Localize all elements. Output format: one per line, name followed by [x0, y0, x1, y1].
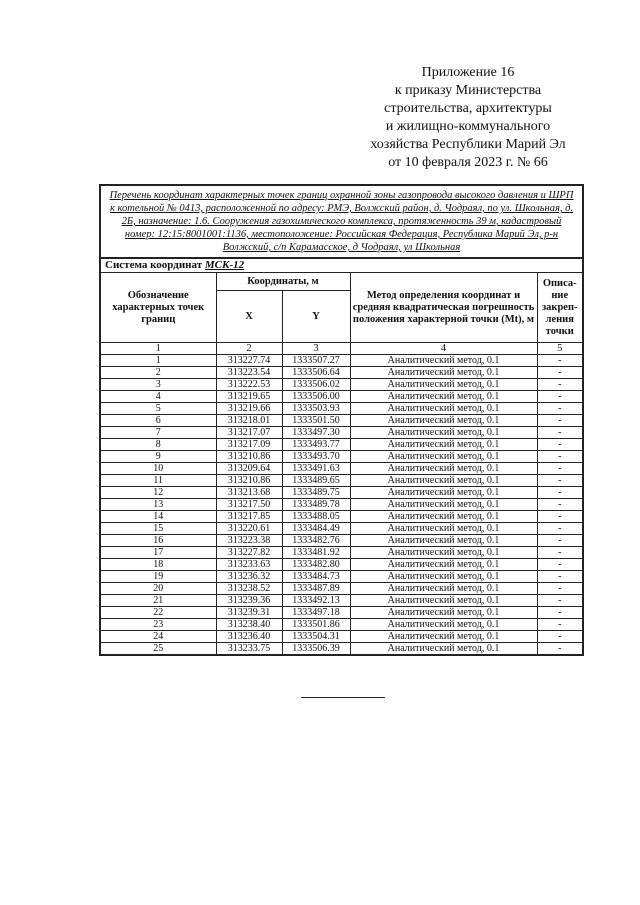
y-coordinate-cell: 1333491.63	[282, 463, 350, 475]
y-coordinate-cell: 1333504.31	[282, 631, 350, 643]
y-coordinate-cell: 1333497.30	[282, 427, 350, 439]
y-coordinate-cell: 1333482.80	[282, 559, 350, 571]
table-row	[100, 403, 583, 415]
x-coordinate-cell: 313223.38	[216, 535, 282, 547]
point-number-cell: 14	[100, 511, 216, 523]
x-coordinate-cell: 313239.31	[216, 607, 282, 619]
coordinate-system-cell	[100, 258, 583, 273]
method-cell: Аналитический метод, 0.1	[350, 499, 537, 511]
point-number-cell: 2	[100, 367, 216, 379]
method-cell: Аналитический метод, 0.1	[350, 547, 537, 559]
x-coordinate-cell: 313236.32	[216, 571, 282, 583]
table-row	[100, 559, 583, 571]
table-row	[100, 523, 583, 535]
description-cell: -	[537, 559, 583, 571]
method-cell: Аналитический метод, 0.1	[350, 439, 537, 451]
x-coordinate-cell: 313217.50	[216, 499, 282, 511]
column-number: 2	[216, 343, 282, 355]
y-coordinate-cell: 1333492.13	[282, 595, 350, 607]
x-coordinate-cell: 313227.82	[216, 547, 282, 559]
x-coordinate-cell: 313233.63	[216, 559, 282, 571]
table-row	[100, 571, 583, 583]
appendix-line: хозяйства Республики Марий Эл	[370, 137, 566, 152]
point-number-cell: 16	[100, 535, 216, 547]
x-coordinate-cell: 313233.75	[216, 643, 282, 656]
point-number-cell: 21	[100, 595, 216, 607]
point-number-cell: 6	[100, 415, 216, 427]
coordinate-system-label: Система координат	[105, 259, 203, 271]
method-cell: Аналитический метод, 0.1	[350, 643, 537, 656]
point-number-cell: 25	[100, 643, 216, 656]
description-cell: -	[537, 415, 583, 427]
description-cell: -	[537, 391, 583, 403]
y-coordinate-cell: 1333489.78	[282, 499, 350, 511]
point-number-cell: 18	[100, 559, 216, 571]
method-cell: Аналитический метод, 0.1	[350, 355, 537, 367]
x-coordinate-cell: 313213.68	[216, 487, 282, 499]
y-coordinate-cell: 1333489.75	[282, 487, 350, 499]
method-cell: Аналитический метод, 0.1	[350, 391, 537, 403]
table-row	[100, 499, 583, 511]
table-row	[100, 415, 583, 427]
y-coordinate-cell: 1333487.89	[282, 583, 350, 595]
method-cell: Аналитический метод, 0.1	[350, 595, 537, 607]
description-cell: -	[537, 595, 583, 607]
description-cell: -	[537, 463, 583, 475]
description-cell: -	[537, 355, 583, 367]
description-cell: -	[537, 511, 583, 523]
y-coordinate-cell: 1333493.70	[282, 451, 350, 463]
point-number-cell: 15	[100, 523, 216, 535]
coordinates-table-frame	[99, 184, 582, 656]
description-cell: -	[537, 523, 583, 535]
method-cell: Аналитический метод, 0.1	[350, 463, 537, 475]
point-number-cell: 8	[100, 439, 216, 451]
y-coordinate-cell: 1333503.93	[282, 403, 350, 415]
description-cell: -	[537, 499, 583, 511]
y-coordinate-cell: 1333489.65	[282, 475, 350, 487]
point-number-cell: 10	[100, 463, 216, 475]
y-coordinate-cell: 1333506.00	[282, 391, 350, 403]
x-coordinate-cell: 313227.74	[216, 355, 282, 367]
point-number-cell: 5	[100, 403, 216, 415]
table-caption-row	[100, 185, 583, 258]
column-number: 4	[350, 343, 537, 355]
y-coordinate-cell: 1333493.77	[282, 439, 350, 451]
table-row	[100, 391, 583, 403]
description-cell: -	[537, 379, 583, 391]
y-coordinate-cell: 1333482.76	[282, 535, 350, 547]
description-cell: -	[537, 607, 583, 619]
table-row	[100, 367, 583, 379]
x-coordinate-cell: 313219.66	[216, 403, 282, 415]
y-coordinate-cell: 1333506.64	[282, 367, 350, 379]
method-cell: Аналитический метод, 0.1	[350, 619, 537, 631]
table-row	[100, 355, 583, 367]
point-number-cell: 11	[100, 475, 216, 487]
bottom-divider	[301, 697, 385, 698]
coordinates-table	[99, 184, 584, 656]
y-coordinate-cell: 1333488.05	[282, 511, 350, 523]
description-cell: -	[537, 535, 583, 547]
table-row	[100, 619, 583, 631]
table-row	[100, 427, 583, 439]
column-number: 1	[100, 343, 216, 355]
x-coordinate-cell: 313238.40	[216, 619, 282, 631]
method-cell: Аналитический метод, 0.1	[350, 583, 537, 595]
x-coordinate-cell: 313217.09	[216, 439, 282, 451]
header-row-1	[100, 273, 583, 291]
x-coordinate-cell: 313210.86	[216, 451, 282, 463]
description-cell: -	[537, 439, 583, 451]
method-cell: Аналитический метод, 0.1	[350, 403, 537, 415]
y-coordinate-cell: 1333484.73	[282, 571, 350, 583]
table-body	[100, 355, 583, 656]
table-row	[100, 643, 583, 656]
point-number-cell: 24	[100, 631, 216, 643]
table-caption: Перечень координат характерных точек границ охранной зоны газопровода высокого давления и ШРП к котельной № 0413, расположенной по адресу: РМЭ, Волжский район, д. Чодраял, по ул. Школьная, д. 2Б, назначение: 1.6. Сооружения газохимического комплекса, протяженность 39 м, кадастровый номер: 12:15:8001001:1136, местоположение: Российская Федерация, Республика Марий Эл, р-н Волжский, с/п Карамасское, д Чодраял, ул Школьная	[100, 185, 583, 258]
method-cell: Аналитический метод, 0.1	[350, 379, 537, 391]
point-number-cell: 7	[100, 427, 216, 439]
point-number-cell: 17	[100, 547, 216, 559]
point-number-cell: 13	[100, 499, 216, 511]
description-cell: -	[537, 571, 583, 583]
x-coordinate-cell: 313210.86	[216, 475, 282, 487]
table-row	[100, 631, 583, 643]
table-row	[100, 475, 583, 487]
x-coordinate-cell: 313219.65	[216, 391, 282, 403]
y-coordinate-cell: 1333501.86	[282, 619, 350, 631]
method-cell: Аналитический метод, 0.1	[350, 559, 537, 571]
appendix-header	[338, 64, 598, 172]
x-coordinate-cell: 313239.36	[216, 595, 282, 607]
table-row	[100, 451, 583, 463]
x-coordinate-cell: 313217.85	[216, 511, 282, 523]
method-cell: Аналитический метод, 0.1	[350, 511, 537, 523]
method-cell: Аналитический метод, 0.1	[350, 415, 537, 427]
x-coordinate-cell: 313236.40	[216, 631, 282, 643]
x-coordinate-cell: 313238.52	[216, 583, 282, 595]
header-description: Описа-ние закреп-ления точки	[537, 273, 583, 343]
y-coordinate-cell: 1333481.92	[282, 547, 350, 559]
table-row	[100, 511, 583, 523]
method-cell: Аналитический метод, 0.1	[350, 367, 537, 379]
coordinate-system-row	[100, 258, 583, 273]
header-x: X	[216, 291, 282, 343]
header-coords: Координаты, м	[216, 273, 350, 291]
method-cell: Аналитический метод, 0.1	[350, 571, 537, 583]
description-cell: -	[537, 643, 583, 656]
header-point: Обозначение характерных точек границ	[100, 273, 216, 343]
column-number-row	[100, 343, 583, 355]
description-cell: -	[537, 487, 583, 499]
y-coordinate-cell: 1333506.39	[282, 643, 350, 656]
y-coordinate-cell: 1333501.50	[282, 415, 350, 427]
x-coordinate-cell: 313223.54	[216, 367, 282, 379]
table-row	[100, 487, 583, 499]
column-number: 5	[537, 343, 583, 355]
point-number-cell: 4	[100, 391, 216, 403]
method-cell: Аналитический метод, 0.1	[350, 607, 537, 619]
description-cell: -	[537, 451, 583, 463]
column-number: 3	[282, 343, 350, 355]
coordinate-system-value: МСК-12	[204, 259, 245, 271]
x-coordinate-cell: 313209.64	[216, 463, 282, 475]
table-row	[100, 379, 583, 391]
description-cell: -	[537, 403, 583, 415]
x-coordinate-cell: 313222.53	[216, 379, 282, 391]
y-coordinate-cell: 1333507.27	[282, 355, 350, 367]
method-cell: Аналитический метод, 0.1	[350, 487, 537, 499]
y-coordinate-cell: 1333506.02	[282, 379, 350, 391]
table-row	[100, 607, 583, 619]
table-row	[100, 547, 583, 559]
y-coordinate-cell: 1333484.49	[282, 523, 350, 535]
x-coordinate-cell: 313217.07	[216, 427, 282, 439]
point-number-cell: 3	[100, 379, 216, 391]
method-cell: Аналитический метод, 0.1	[350, 631, 537, 643]
x-coordinate-cell: 313218.01	[216, 415, 282, 427]
point-number-cell: 12	[100, 487, 216, 499]
point-number-cell: 1	[100, 355, 216, 367]
table-row	[100, 439, 583, 451]
x-coordinate-cell: 313220.61	[216, 523, 282, 535]
point-number-cell: 23	[100, 619, 216, 631]
description-cell: -	[537, 367, 583, 379]
description-cell: -	[537, 547, 583, 559]
point-number-cell: 20	[100, 583, 216, 595]
table-row	[100, 463, 583, 475]
description-cell: -	[537, 619, 583, 631]
point-number-cell: 9	[100, 451, 216, 463]
description-cell: -	[537, 427, 583, 439]
appendix-line: Приложение 16	[421, 65, 515, 80]
method-cell: Аналитический метод, 0.1	[350, 523, 537, 535]
header-y: Y	[282, 291, 350, 343]
appendix-line: строительства, архитектуры	[384, 101, 552, 116]
description-cell: -	[537, 631, 583, 643]
table-row	[100, 583, 583, 595]
method-cell: Аналитический метод, 0.1	[350, 451, 537, 463]
table-row	[100, 535, 583, 547]
appendix-line: и жилищно-коммунального	[385, 119, 551, 134]
point-number-cell: 22	[100, 607, 216, 619]
header-method: Метод определения координат и средняя квадратическая погрешность положения характерной точки (Mt), м	[350, 273, 537, 343]
method-cell: Аналитический метод, 0.1	[350, 475, 537, 487]
table-row	[100, 595, 583, 607]
appendix-line: к приказу Министерства	[394, 83, 542, 98]
appendix-line: от 10 февраля 2023 г. № 66	[388, 155, 548, 170]
point-number-cell: 19	[100, 571, 216, 583]
method-cell: Аналитический метод, 0.1	[350, 427, 537, 439]
description-cell: -	[537, 583, 583, 595]
method-cell: Аналитический метод, 0.1	[350, 535, 537, 547]
description-cell: -	[537, 475, 583, 487]
y-coordinate-cell: 1333497.18	[282, 607, 350, 619]
